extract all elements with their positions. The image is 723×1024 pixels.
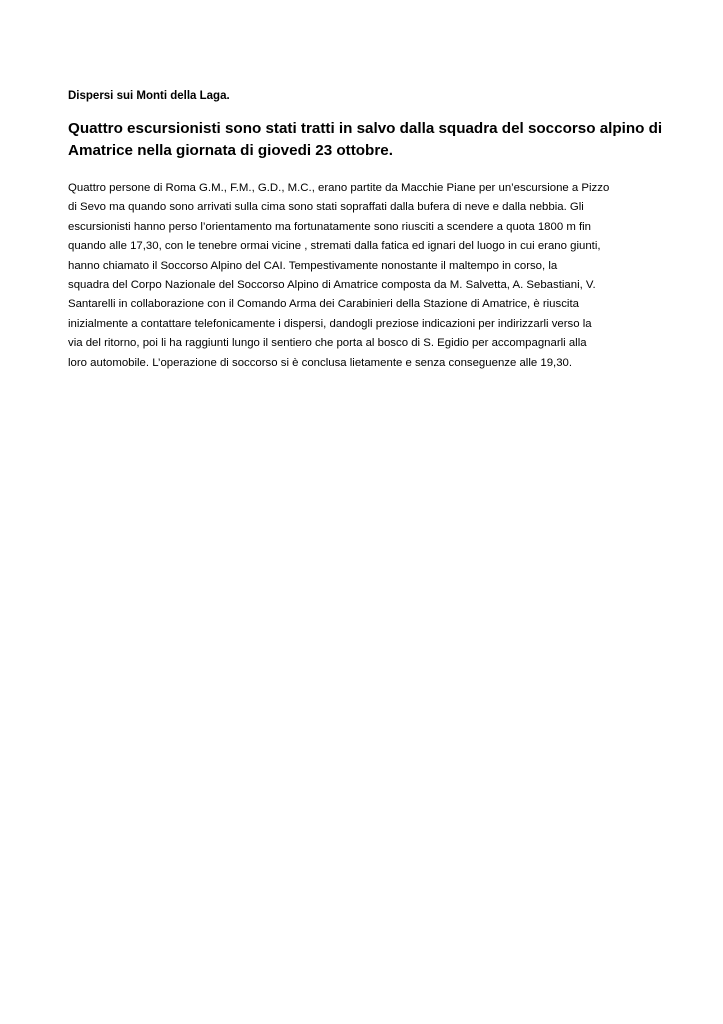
article-body	[68, 179, 668, 373]
body-line: squadra del Corpo Nazionale del Soccorso Alpino di Amatrice composta da M. Salvetta, A. Sebastiani, V.	[68, 279, 596, 292]
body-line: hanno chiamato il Soccorso Alpino del CAI. Tempestivamente nonostante il maltempo in corso, la	[68, 259, 558, 272]
article-kicker: Dispersi sui Monti della Laga.	[68, 90, 230, 102]
body-line: Quattro persone di Roma G.M., F.M., G.D., M.C., erano partite da Macchie Piane per un’escursione a Pizzo	[68, 182, 610, 194]
body-line: inizialmente a contattare telefonicamente i dispersi, dandogli preziose indicazioni per indirizzarli verso la	[68, 317, 592, 330]
body-line: via del ritorno, poi li ha raggiunti lungo il sentiero che porta al bosco di S. Egidio per accompagnarli alla	[68, 337, 587, 350]
body-line: quando alle 17,30, con le tenebre ormai vicine , stremati dalla fatica ed ignari del luogo in cui erano giunti,	[68, 240, 601, 253]
body-line: loro automobile. L’operazione di soccorso si è conclusa lietamente e senza conseguenze alle 19,30.	[68, 356, 573, 369]
article-headline	[68, 118, 668, 162]
body-line: escursionisti hanno perso l’orientamento ma fortunatamente sono riusciti a scendere a quota 1800 m fin	[68, 220, 592, 233]
body-line: di Sevo ma quando sono arrivati sulla cima sono stati sopraffati dalla bufera di neve e dalla nebbia. Gli	[68, 201, 584, 214]
headline-line: Quattro escursionisti sono stati tratti in salvo dalla squadra del soccorso alpino di	[68, 120, 663, 137]
body-line: Santarelli in collaborazione con il Comando Arma dei Carabinieri della Stazione di Amatrice, è riuscita	[68, 298, 579, 311]
headline-line: Amatrice nella giornata di giovedi 23 ottobre.	[68, 142, 393, 159]
